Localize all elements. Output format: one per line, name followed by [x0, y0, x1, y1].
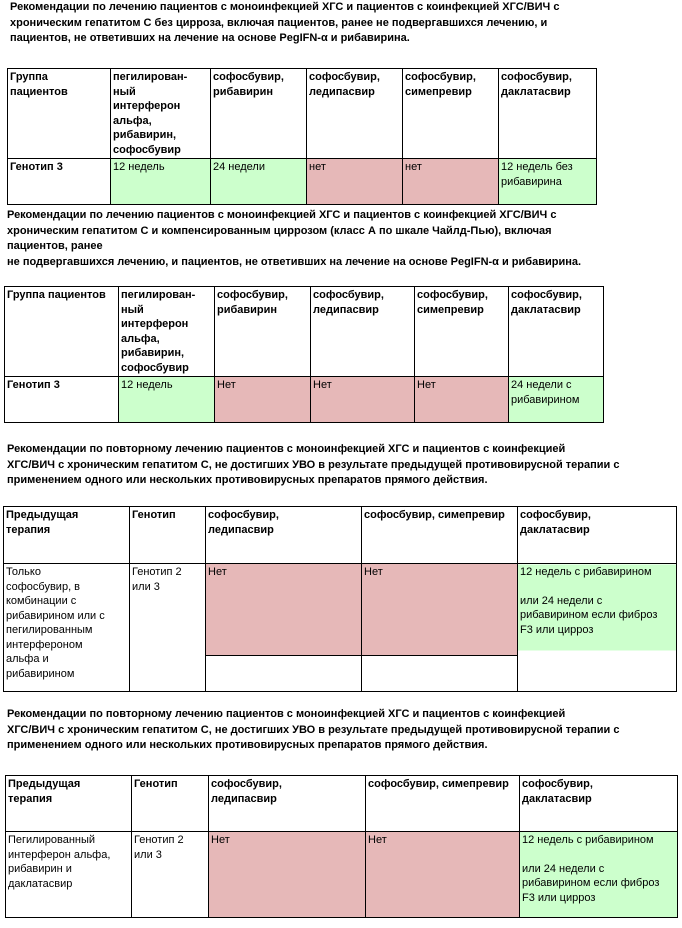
row-label: Генотип 3	[5, 377, 119, 423]
cell-sof-rib: Нет	[215, 377, 311, 423]
cell-sof-sim: нет	[403, 159, 499, 205]
cell-empty	[362, 656, 518, 692]
section-1-title: Рекомендации по лечению пациентов с моноинфекцией ХГС и пациентов с коинфекцией ХГС/ВИЧ с хроническим гепатитом С без цирроза, включая пациентов, ранее не подвергавшихся лечению, и пациентов, не ответивших на лечение на основе PegIFN-α и рибавирина.	[10, 1, 560, 44]
cell-peg-ifn: 12 недель	[111, 159, 211, 205]
cell-sof-dac-line2: или 24 недели с рибавирином если фиброз F3 или цирроз	[520, 594, 658, 636]
cell-peg-ifn: 12 недель	[119, 377, 215, 423]
cell-sof-dac-line1: 12 недель с рибавирином	[522, 834, 654, 846]
section-2-title: Рекомендации по лечению пациентов с моноинфекцией ХГС и пациентов с коинфекцией ХГС/ВИЧ с хроническим гепатитом С и компенсированным циррозом (класс А по шкале Чайлд-Пью), включая пациентов, ранее не подвергавшихся лечению, и пациентов, не ответивших на лечение на основе PegIFN-α и рибавирина.	[7, 209, 582, 268]
cell-sof-dac-line1: 12 недель с рибавирином	[520, 566, 652, 578]
header-peg-ifn: пегилирован- ный интерферон альфа, рибавирин, софосбувир	[111, 69, 211, 159]
section-4-table	[5, 775, 678, 918]
cell-sof-dac	[520, 832, 678, 918]
cell-sof-led: Нет	[206, 564, 362, 656]
cell-sof-rib: 24 недели	[211, 159, 307, 205]
header-sof-sim: софосбувир, симепревир	[415, 287, 509, 377]
header-genotype: Генотип	[130, 507, 206, 564]
header-sof-dac: софосбувир, даклатасвир	[518, 507, 677, 564]
header-previous-therapy: Предыдущая терапия	[4, 507, 130, 564]
cell-empty	[206, 656, 362, 692]
cell-sof-dac-line2: или 24 недели с рибавирином если фиброз F3 или цирроз	[522, 862, 660, 904]
cell-genotype: Генотип 2 или 3	[132, 832, 209, 918]
row-label: Пегилированный интерферон альфа, рибавирин и даклатасвир	[6, 832, 132, 918]
cell-genotype: Генотип 2 или 3	[130, 564, 206, 692]
header-patient-group: Группа пациентов	[5, 287, 119, 377]
header-peg-ifn: пегилирован- ный интерферон альфа, рибавирин, софосбувир	[119, 287, 215, 377]
header-sof-sim: софосбувир, симепревир	[366, 776, 520, 832]
header-sof-rib: софосбувир, рибавирин	[211, 69, 307, 159]
cell-sof-led: нет	[307, 159, 403, 205]
section-3-table	[3, 506, 677, 692]
cell-sof-led: Нет	[311, 377, 415, 423]
cell-sof-sim: Нет	[366, 832, 520, 918]
section-1-table	[7, 68, 597, 205]
header-sof-rib: софосбувир, рибавирин	[215, 287, 311, 377]
header-patient-group: Группа пациентов	[8, 69, 111, 159]
cell-sof-dac: 12 недель без рибавирина	[499, 159, 597, 205]
cell-sof-dac	[518, 564, 677, 692]
section-3-title: Рекомендации по повторному лечению пациентов с моноинфекцией ХГС и пациентов с коинфекцией ХГС/ВИЧ с хроническим гепатитом С, не достигших УВО в результате предыдущей противовирусной терапии с применением одного или нескольких противовирусных препаратов прямого действия.	[7, 443, 620, 486]
header-sof-led: софосбувир, ледипасвир	[206, 507, 362, 564]
section-2-table	[4, 286, 604, 423]
header-previous-therapy: Предыдущая терапия	[6, 776, 132, 832]
header-sof-sim: софосбувир, симепревир	[403, 69, 499, 159]
header-sof-led: софосбувир, ледипасвир	[307, 69, 403, 159]
header-genotype: Генотип	[132, 776, 209, 832]
header-sof-led: софосбувир, ледипасвир	[311, 287, 415, 377]
header-sof-dac: софосбувир, даклатасвир	[509, 287, 604, 377]
header-sof-led: софосбувир, ледипасвир	[209, 776, 366, 832]
row-label: Только софосбувир, в комбинации с рибавирином или с пегилированным интерфероном альфа и рибавирином	[4, 564, 130, 692]
section-4-title: Рекомендации по повторному лечению пациентов с моноинфекцией ХГС и пациентов с коинфекцией ХГС/ВИЧ с хроническим гепатитом С, не достигших УВО в результате предыдущей противовирусной терапии с применением одного или нескольких противовирусных препаратов прямого действия.	[7, 708, 620, 751]
cell-sof-dac: 24 недели с рибавирином	[509, 377, 604, 423]
cell-sof-sim: Нет	[362, 564, 518, 656]
header-sof-dac: софосбувир, даклатасвир	[520, 776, 678, 832]
header-sof-sim: софосбувир, симепревир	[362, 507, 518, 564]
cell-sof-led: Нет	[209, 832, 366, 918]
header-sof-dac: софосбувир, даклатасвир	[499, 69, 597, 159]
cell-sof-sim: Нет	[415, 377, 509, 423]
row-label: Генотип 3	[8, 159, 111, 205]
